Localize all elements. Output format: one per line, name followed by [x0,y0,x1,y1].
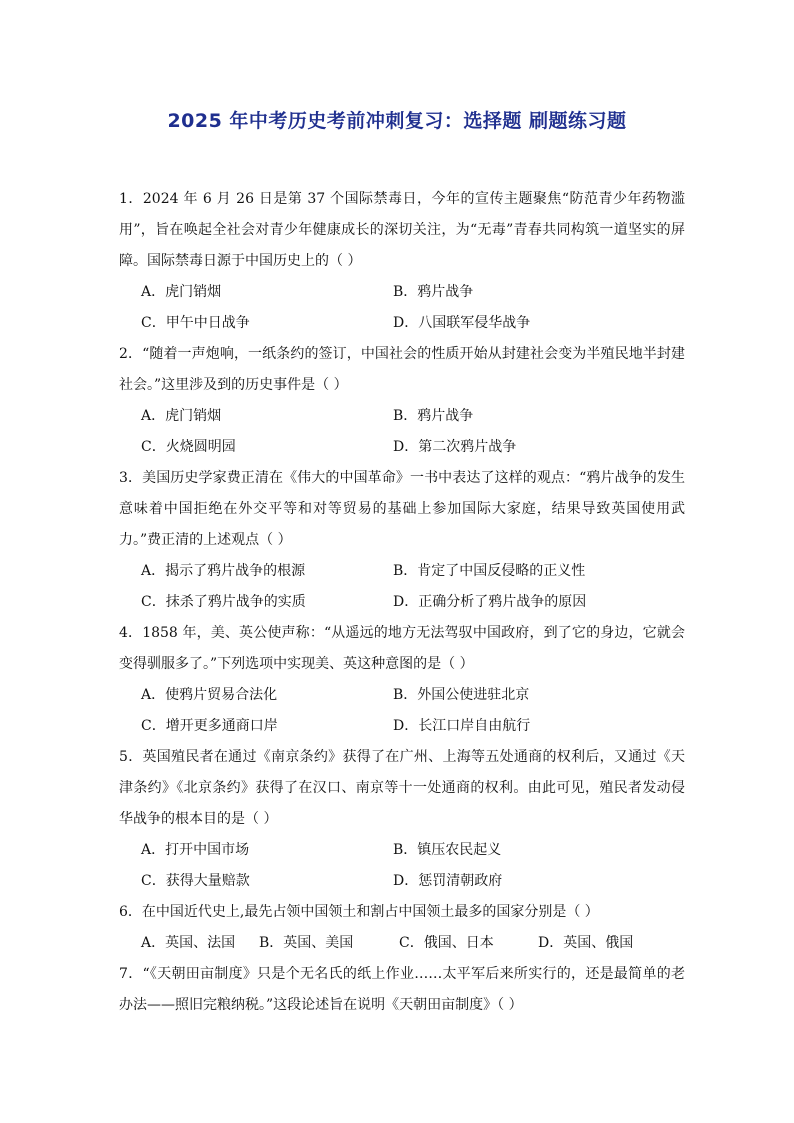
options-row [119,928,685,959]
option-c: C．抹杀了鸦片战争的实质 [141,594,306,610]
question-stem: 2．“随着一声炮响，一纸条约的签订，中国社会的性质开始从封建社会变为半殖民地半封建社会。”这里涉及到的历史事件是（ ） [119,346,685,393]
options-grid [119,401,685,463]
question-5 [119,742,685,897]
options-grid [119,556,685,618]
question-list [119,184,685,1021]
option-c: C．火烧圆明园 [141,439,236,455]
option-a: A．揭示了鸦片战争的根源 [141,563,306,579]
option-d: D．惩罚清朝政府 [393,873,503,889]
question-4 [119,618,685,742]
question-stem: 4．1858 年，美、英公使声称：“从遥远的地方无法驾驭中国政府，到了它的身边，它就会变得驯服多了。”下列选项中实现美、英这种意图的是（ ） [119,625,685,672]
question-3 [119,463,685,618]
question-stem: 3．美国历史学家费正清在《伟大的中国革命》一书中表达了这样的观点：“鸦片战争的发生意味着中国拒绝在外交平等和对等贸易的基础上参加国际大家庭，结果导致英国使用武力。”费正清的上述观点（ ） [119,470,685,548]
option-d: D．八国联军侵华战争 [393,315,531,331]
option-d: D．正确分析了鸦片战争的原因 [393,594,587,610]
options-grid [119,680,685,742]
option-a: A．打开中国市场 [141,842,250,858]
option-c: C．俄国、日本 [399,935,494,951]
question-stem: 1．2024 年 6 月 26 日是第 37 个国际禁毒日，今年的宣传主题聚焦“防范青少年药物滥用”，旨在唤起全社会对青少年健康成长的深切关注，为“无毒”青春共同构筑一道坚实的屏障。国际禁毒日源于中国历史上的（ ） [119,191,685,269]
option-d: D．第二次鸦片战争 [393,439,517,455]
question-1 [119,184,685,339]
question-stem: 7．“《天朝田亩制度》只是个无名氏的纸上作业……太平军后来所实行的，还是最简单的老办法——照旧完粮纳税。”这段论述旨在说明《天朝田亩制度》（ ） [119,966,685,1013]
option-a: A．虎门销烟 [141,408,222,424]
option-b: B．鸦片战争 [393,284,474,300]
options-grid [119,277,685,339]
option-b: B．英国、美国 [259,935,354,951]
option-b: B．肯定了中国反侵略的正义性 [393,563,586,579]
option-a: A．使鸦片贸易合法化 [141,687,278,703]
option-b: B．外国公使进驻北京 [393,687,530,703]
option-c: C．获得大量赔款 [141,873,250,889]
option-a: A．英国、法国 [141,935,236,951]
options-grid [119,835,685,897]
page-title: 2025 年中考历史考前冲刺复习：选择题 刷题练习题 [167,110,627,132]
option-b: B．鸦片战争 [393,408,474,424]
question-6 [119,897,685,959]
option-c: C．甲午中日战争 [141,315,250,331]
question-stem: 5．英国殖民者在通过《南京条约》获得了在广州、上海等五处通商的权利后，又通过《天津条约》《北京条约》获得了在汉口、南京等十一处通商的权利。由此可见，殖民者发动侵华战争的根本目的是（ ） [119,749,685,827]
option-b: B．镇压农民起义 [393,842,502,858]
option-d: D．长江口岸自由航行 [393,718,531,734]
option-d: D．英国、俄国 [538,935,634,951]
question-stem: 6．在中国近代史上,最先占领中国领土和割占中国领土最多的国家分别是（ ） [119,904,599,920]
option-a: A．虎门销烟 [141,284,222,300]
question-7 [119,959,685,1021]
option-c: C．增开更多通商口岸 [141,718,278,734]
question-2 [119,339,685,463]
